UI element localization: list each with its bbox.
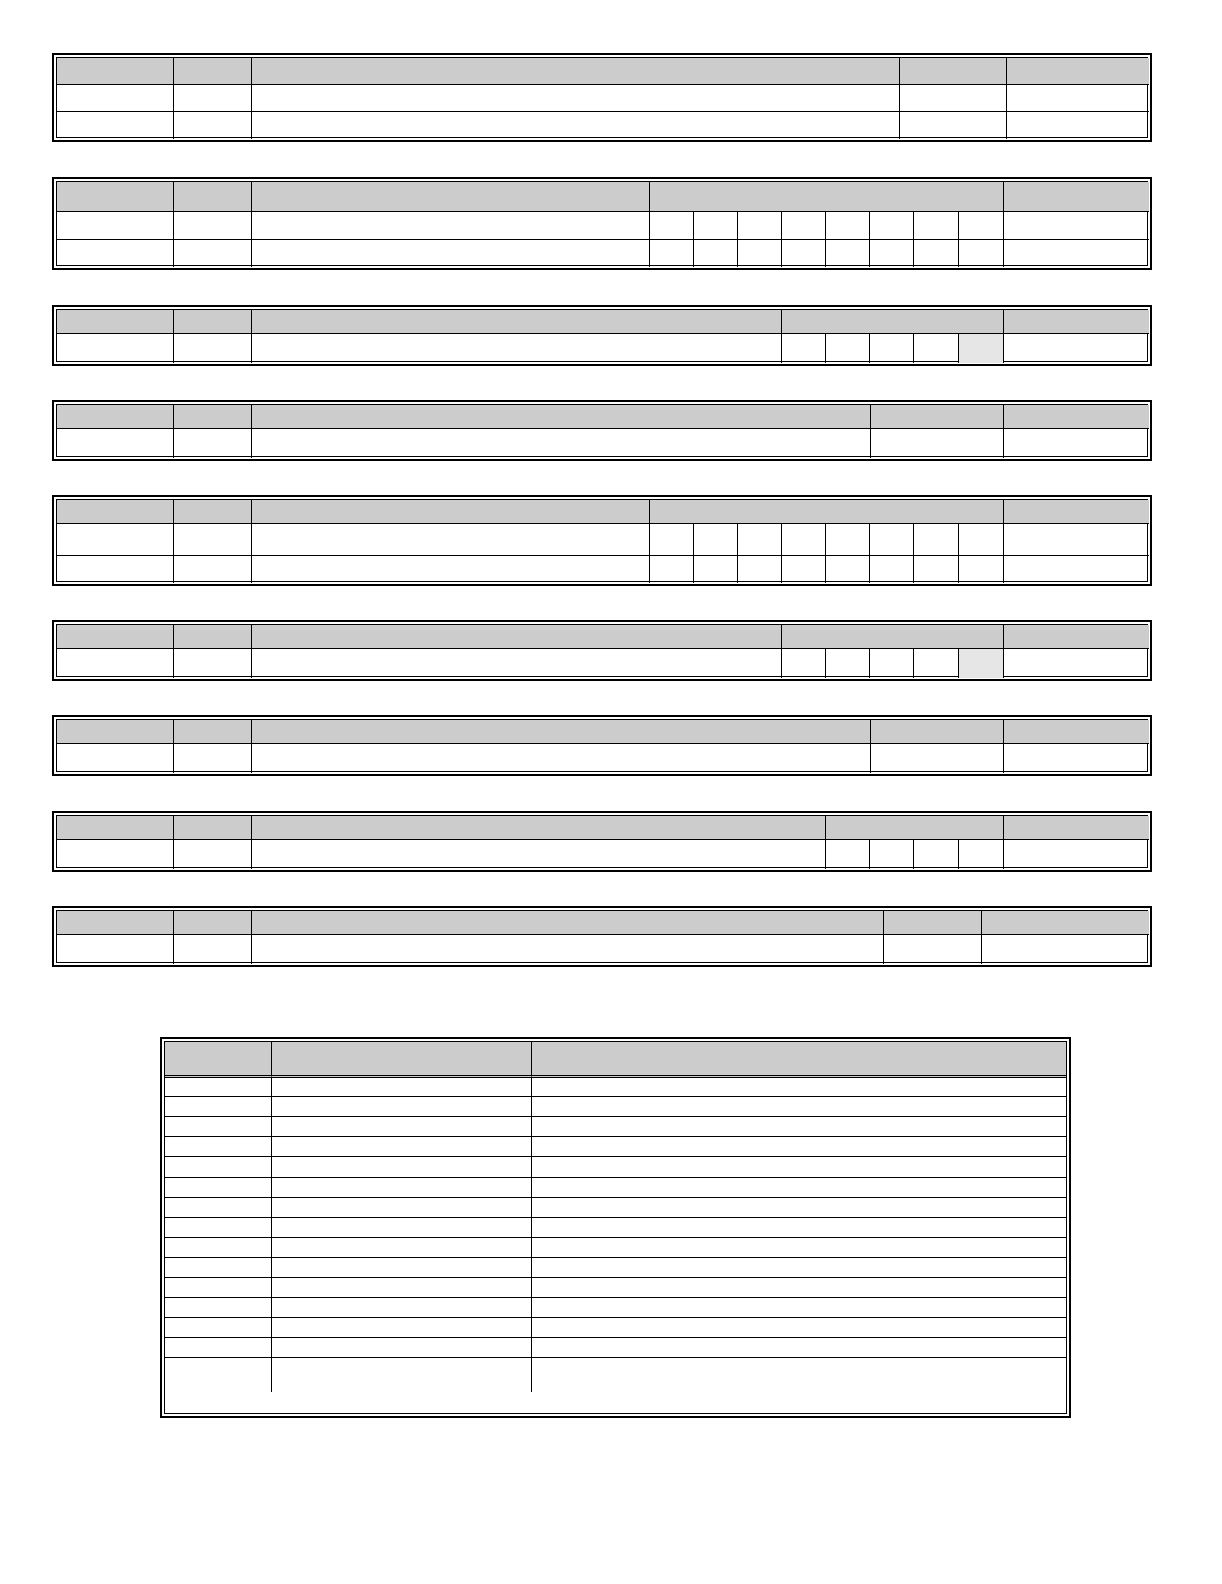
legend-cell (165, 1157, 272, 1178)
table-cell (1007, 85, 1149, 112)
table-subcell (914, 524, 959, 556)
table-cell (252, 334, 782, 363)
table-subcell (650, 240, 694, 267)
table-subcell (959, 524, 1004, 556)
table-cell (1004, 556, 1149, 583)
table-cell (900, 112, 1007, 139)
table-header-cell (900, 58, 1007, 85)
legend-cell (272, 1318, 532, 1338)
legend-cell (532, 1078, 1066, 1097)
legend-cell (532, 1338, 1066, 1358)
table-subcell (959, 556, 1004, 583)
table-6 (52, 620, 1152, 681)
table-header-cell (57, 182, 174, 212)
legend-header-cell (272, 1042, 532, 1078)
legend-cell (272, 1278, 532, 1298)
table-cell (252, 935, 884, 964)
table-subcell (782, 334, 826, 363)
legend-cell (165, 1097, 272, 1117)
legend-cell (532, 1097, 1066, 1117)
legend-cell (165, 1278, 272, 1298)
table-header-cell (782, 310, 1004, 334)
table-cell (174, 429, 252, 458)
legend-cell (532, 1117, 1066, 1137)
table-cell (57, 85, 174, 112)
table-cell (57, 556, 174, 583)
table-subcell (870, 556, 914, 583)
table-subcell (738, 240, 782, 267)
table-subcell (826, 212, 870, 240)
table-cell (57, 429, 174, 458)
table-header-cell (252, 720, 871, 744)
table-header-cell (57, 500, 174, 524)
table-cell (252, 524, 650, 556)
table-cell (252, 85, 900, 112)
table-subcell (959, 240, 1004, 267)
table-subcell (694, 212, 738, 240)
table-subcell (870, 334, 914, 363)
table-cell (174, 212, 252, 240)
table-subcell (959, 212, 1004, 240)
table-subcell-shaded (959, 334, 1004, 363)
table-6-grid (56, 624, 1148, 677)
table-cell (1004, 212, 1149, 240)
table-cell (174, 240, 252, 267)
legend-cell (532, 1278, 1066, 1298)
table-cell (174, 556, 252, 583)
legend-header-cell (165, 1042, 272, 1078)
table-subcell (650, 556, 694, 583)
table-9-grid (56, 910, 1148, 963)
legend-table (160, 1037, 1071, 1418)
table-cell (57, 744, 174, 773)
table-header-cell (252, 405, 871, 429)
table-cell (252, 840, 826, 869)
table-header-cell (57, 720, 174, 744)
table-subcell (826, 524, 870, 556)
legend-cell (272, 1238, 532, 1258)
legend-header-cell (532, 1042, 1066, 1078)
table-cell (57, 935, 174, 964)
table-header-cell (1004, 310, 1149, 334)
table-header-cell (174, 182, 252, 212)
table-header-cell (871, 720, 1004, 744)
table-subcell (959, 840, 1004, 869)
table-subcell (914, 556, 959, 583)
table-cell (174, 112, 252, 139)
legend-cell (165, 1117, 272, 1137)
table-subcell (914, 649, 959, 678)
table-header-cell (871, 405, 1004, 429)
legend-cell (532, 1258, 1066, 1278)
table-header-cell (650, 500, 1004, 524)
legend-cell (532, 1137, 1066, 1157)
table-cell (1004, 744, 1149, 773)
table-cell (174, 649, 252, 678)
table-header-cell (1004, 625, 1149, 649)
table-header-cell (1004, 405, 1149, 429)
table-subcell (914, 240, 959, 267)
legend-cell (165, 1298, 272, 1318)
table-subcell (782, 524, 826, 556)
table-cell (174, 744, 252, 773)
legend-cell (165, 1238, 272, 1258)
table-subcell (826, 556, 870, 583)
table-cell (871, 429, 1004, 458)
legend-cell (165, 1338, 272, 1358)
table-header-cell (57, 625, 174, 649)
table-2-grid (56, 181, 1148, 266)
legend-cell (165, 1218, 272, 1238)
legend-cell (272, 1117, 532, 1137)
legend-cell (532, 1318, 1066, 1338)
legend-cell (165, 1078, 272, 1097)
legend-cell (165, 1318, 272, 1338)
table-subcell (694, 524, 738, 556)
table-cell (252, 240, 650, 267)
table-header-cell (252, 625, 782, 649)
legend-cell (165, 1258, 272, 1278)
table-cell (1004, 429, 1149, 458)
table-subcell (870, 649, 914, 678)
table-1-grid (56, 57, 1148, 138)
table-header-cell (252, 58, 900, 85)
table-cell (174, 334, 252, 363)
legend-cell (532, 1157, 1066, 1178)
table-subcell (826, 240, 870, 267)
table-subcell (694, 240, 738, 267)
legend-cell (272, 1338, 532, 1358)
table-cell (252, 744, 871, 773)
table-7 (52, 715, 1152, 776)
legend-cell (165, 1178, 272, 1198)
table-7-grid (56, 719, 1148, 772)
table-cell (57, 112, 174, 139)
table-header-cell (174, 405, 252, 429)
table-cell (900, 85, 1007, 112)
legend-cell (272, 1097, 532, 1117)
table-subcell (650, 212, 694, 240)
table-header-cell (174, 310, 252, 334)
table-subcell (870, 240, 914, 267)
table-cell (252, 556, 650, 583)
table-5 (52, 495, 1152, 586)
table-subcell (782, 649, 826, 678)
table-cell (1004, 649, 1149, 678)
table-3-grid (56, 309, 1148, 362)
table-header-cell (57, 58, 174, 85)
legend-cell (532, 1358, 1066, 1392)
legend-cell (165, 1198, 272, 1218)
table-8 (52, 811, 1152, 872)
table-header-cell (174, 911, 252, 935)
table-header-cell (174, 816, 252, 840)
table-header-cell (174, 720, 252, 744)
table-cell (57, 649, 174, 678)
table-cell (174, 524, 252, 556)
legend-cell (272, 1298, 532, 1318)
table-cell (57, 840, 174, 869)
table-header-cell (1007, 58, 1149, 85)
table-cell (57, 240, 174, 267)
legend-cell (532, 1198, 1066, 1218)
table-header-cell (174, 58, 252, 85)
table-cell (252, 212, 650, 240)
table-header-cell (826, 816, 1004, 840)
table-subcell (694, 556, 738, 583)
table-1 (52, 53, 1152, 142)
table-header-cell (252, 182, 650, 212)
table-subcell (870, 524, 914, 556)
table-subcell (870, 212, 914, 240)
table-4 (52, 400, 1152, 461)
table-subcell (782, 240, 826, 267)
table-9 (52, 906, 1152, 967)
table-header-cell (782, 625, 1004, 649)
table-8-grid (56, 815, 1148, 868)
table-header-cell (252, 911, 884, 935)
table-cell (252, 112, 900, 139)
table-cell (252, 429, 871, 458)
table-cell (1007, 112, 1149, 139)
table-header-cell (57, 405, 174, 429)
legend-cell (532, 1178, 1066, 1198)
table-header-cell (1004, 816, 1149, 840)
legend-cell (272, 1078, 532, 1097)
table-cell (1004, 840, 1149, 869)
table-cell (982, 935, 1149, 964)
table-5-grid (56, 499, 1148, 582)
table-header-cell (57, 310, 174, 334)
table-header-cell (1004, 500, 1149, 524)
table-subcell (826, 649, 870, 678)
table-header-cell (650, 182, 1004, 212)
table-header-cell (57, 911, 174, 935)
table-subcell (738, 212, 782, 240)
table-subcell (826, 840, 870, 869)
table-subcell (914, 212, 959, 240)
table-subcell-shaded (959, 649, 1004, 678)
table-subcell (782, 556, 826, 583)
table-subcell (914, 840, 959, 869)
table-4-grid (56, 404, 1148, 457)
table-subcell (826, 334, 870, 363)
legend-cell (272, 1358, 532, 1392)
table-header-cell (884, 911, 982, 935)
table-cell (57, 212, 174, 240)
table-header-cell (1004, 720, 1149, 744)
legend-cell (272, 1218, 532, 1238)
legend-cell (272, 1157, 532, 1178)
table-header-cell (1004, 182, 1149, 212)
legend-cell (272, 1258, 532, 1278)
table-header-cell (252, 816, 826, 840)
table-subcell (650, 524, 694, 556)
table-cell (871, 744, 1004, 773)
table-header-cell (174, 500, 252, 524)
table-cell (1004, 524, 1149, 556)
table-subcell (782, 212, 826, 240)
table-header-cell (174, 625, 252, 649)
table-header-cell (252, 500, 650, 524)
legend-cell (165, 1358, 272, 1392)
table-header-cell (57, 816, 174, 840)
table-cell (1004, 240, 1149, 267)
table-2 (52, 177, 1152, 270)
table-subcell (914, 334, 959, 363)
table-header-cell (252, 310, 782, 334)
table-cell (57, 334, 174, 363)
legend-cell (272, 1137, 532, 1157)
legend-cell (165, 1137, 272, 1157)
legend-cell (272, 1178, 532, 1198)
table-cell (884, 935, 982, 964)
table-cell (174, 840, 252, 869)
table-cell (174, 935, 252, 964)
table-header-cell (982, 911, 1149, 935)
table-subcell (738, 556, 782, 583)
legend-cell (272, 1198, 532, 1218)
table-cell (57, 524, 174, 556)
table-cell (1004, 334, 1149, 363)
legend-cell (532, 1238, 1066, 1258)
table-subcell (870, 840, 914, 869)
table-cell (252, 649, 782, 678)
legend-cell (532, 1218, 1066, 1238)
table-3 (52, 305, 1152, 366)
legend-table-grid (164, 1041, 1067, 1414)
table-cell (174, 85, 252, 112)
table-subcell (738, 524, 782, 556)
legend-cell (532, 1298, 1066, 1318)
